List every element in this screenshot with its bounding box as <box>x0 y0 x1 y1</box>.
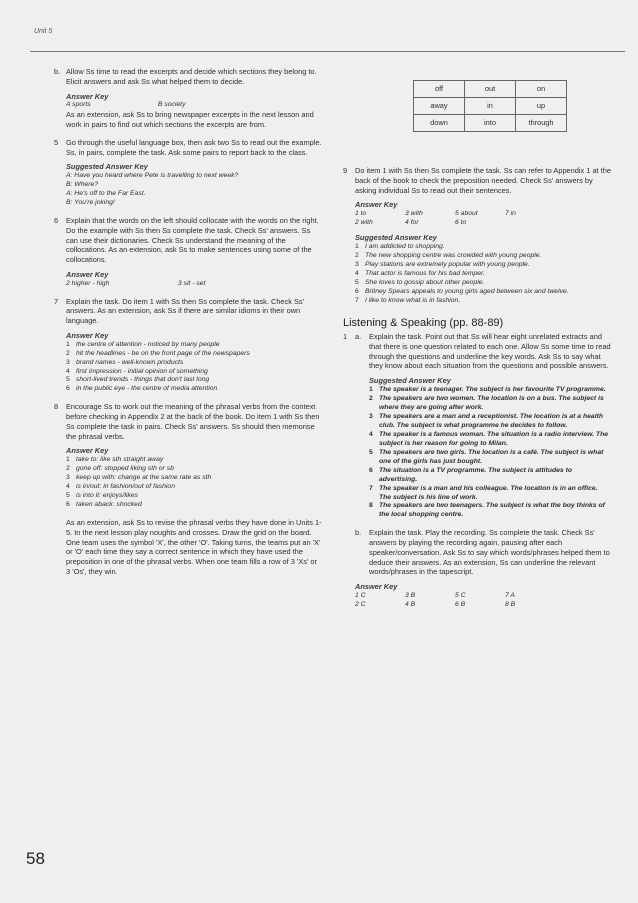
answer-block-7 <box>54 331 322 395</box>
phrasal-particle-grid <box>413 80 567 132</box>
extension-text: As an extension, ask Ss to bring newspaper excerpts in the next lesson and work in pairs to find out which sections the excerpts are from. <box>66 110 314 130</box>
item-number: 6 <box>54 215 59 225</box>
answer-line: B: You're joking! <box>66 199 115 206</box>
answer-line: 4 That actor is famous for his bad temper. <box>355 269 485 277</box>
grid-cell: off <box>414 81 465 98</box>
answer-line: 7 The speaker is a man and his colleague. The location is in an office. The subject is his line of work. <box>369 484 598 501</box>
answer-key-title: Suggested Answer Key <box>66 162 148 172</box>
left-column <box>54 67 322 577</box>
answer-line: 2 hit the headlines - be on the front page of the newspapers <box>66 349 250 357</box>
right-column <box>343 166 611 610</box>
grid-cell: on <box>516 81 567 98</box>
item-text: Allow Ss time to read the excerpts and decide which sections they belong to. Elicit answers and ask Ss what helped them to decide. <box>66 67 317 86</box>
item-text: Explain the task. Do item 1 with Ss then Ss complete the task. Check Ss' answers. As an extension, ask Ss if there are similar idioms in their own language. <box>66 296 305 326</box>
answer-line: 7 I like to know what is in fashion. <box>355 296 461 304</box>
answer-line: A: Have you heard where Pete is travelling to next week? <box>66 172 239 180</box>
grid-cell: out <box>465 81 516 98</box>
answer-key-title: Suggested Answer Key <box>369 376 451 386</box>
item-number: 1 <box>343 332 348 342</box>
answer-line: 1 I am addicted to shopping. <box>355 242 445 250</box>
answer-key-title: Answer Key <box>66 330 109 340</box>
grid-cell: in <box>465 98 516 115</box>
page-number: 58 <box>26 849 45 868</box>
item-label: b. <box>355 528 362 538</box>
item-text: Do item 1 with Ss then Ss complete the task. Ss can refer to Appendix 1 at the back of the book to check the preposition needed. Check Ss' answers by asking individual Ss to read out their sentences. <box>355 166 611 195</box>
answer-block-1b <box>343 582 611 610</box>
instruction-8 <box>54 402 322 441</box>
item-text: Explain the task. Play the recording. Ss complete the task. Check Ss' answers by playing the recording again, pausing after each speaker/conversation. Ask Ss to say which words/phrases helped them to deduce their answers. As an extension, Ss can underline the relevant words/phrases in the tapescript. <box>369 528 610 577</box>
answer-line: 2 The speakers are two women. The location is on a bus. The subject is where they are going after work. <box>369 394 604 411</box>
answer-line: 3 keep up with: change at the same rate as sth <box>66 474 212 482</box>
answer-line: A: He's off to the Far East. <box>66 190 146 198</box>
answer-key-title: Suggested Answer Key <box>355 233 437 242</box>
instruction-9 <box>343 166 611 195</box>
unit-label: Unit 5 <box>34 28 53 35</box>
answer-line: 3 brand names - well-known products <box>66 358 184 366</box>
grid-cell: down <box>414 115 465 132</box>
answer-key-title: Answer Key <box>355 582 398 592</box>
item-text: Explain that the words on the left should collocate with the words on the right. Do the example with Ss then Ss complete the task. Check Ss' answers. Ss can use their dictionaries. Check Ss understand the meaning of the collocations. As an extension, ask Ss to make sentences using some of the collocations. <box>66 215 319 265</box>
answer-key-title: Answer Key <box>66 446 109 456</box>
grid-cell: away <box>414 98 465 115</box>
grid-cell: up <box>516 98 567 115</box>
instruction-1a <box>343 332 611 371</box>
item-label: b. <box>54 67 61 76</box>
answer-line: 1 the centre of attention - noticed by many people <box>66 340 220 348</box>
answer-line: 1 The speaker is a teenager. The subject is her favourite TV programme. <box>369 385 606 393</box>
instruction-1b <box>343 528 611 577</box>
answer-key-title: Answer Key <box>66 91 109 101</box>
answer-line: 2 higher - high 3 sit - set <box>66 279 206 287</box>
instruction-5 <box>54 138 322 158</box>
answer-line: B: Where? <box>66 181 99 189</box>
answer-key-title: Answer Key <box>66 269 109 279</box>
header-rule <box>30 51 625 52</box>
answer-line: 6 in the public eye - the centre of media attention <box>66 385 218 393</box>
answer-line: 1 take to: like sth straight away <box>66 456 164 464</box>
item-number: 8 <box>54 402 59 412</box>
answer-line: 2 C 4 B 6 B 8 B <box>355 600 516 608</box>
item-text: Go through the useful language box, then ask two Ss to read out the example. Ss, in pairs, complete the task. Ask some pairs to report back to the class. <box>66 137 322 157</box>
answer-line: 5 The speakers are two girls. The location is a café. The subject is what one of the girls has just bought. <box>369 448 604 465</box>
answer-line: 2 with 4 for 6 to <box>355 219 467 227</box>
answer-line: 8 The speakers are two teenagers. The subject is what the boy thinks of the local shopping centre. <box>369 502 605 519</box>
answer-line: A sports B society <box>66 101 186 109</box>
item-text: Encourage Ss to work out the meaning of the phrasal verbs from the context before checking in Appendix 2 at the back of the book. Do item 1 with Ss then Ss complete the task in pairs. Check Ss' answers. Ss should then memorise the phrasal verbs. <box>66 402 320 441</box>
answer-block-b <box>54 92 322 130</box>
answer-line: 2 The new shopping centre was crowded with young people. <box>355 251 542 259</box>
answer-line: 4 The speaker is a famous woman. The situation is a radio interview. The subject is her reason for going to Milan. <box>369 430 609 447</box>
answer-line: 5 She loves to gossip about other people. <box>355 278 485 286</box>
item-label: a. <box>355 332 362 342</box>
answer-line: 4 first impression - initial opinion of something <box>66 367 208 375</box>
grid-cell: into <box>465 115 516 132</box>
answer-line: 1 to 3 with 5 about 7 in <box>355 210 516 218</box>
answer-line: 5 is into it: enjoys/likes <box>66 492 138 500</box>
answer-line: 6 The situation is a TV programme. The subject is attitudes to advertising. <box>369 466 572 483</box>
answer-block-8 <box>54 446 322 576</box>
answer-line: 6 taken aback: shocked <box>66 501 142 509</box>
instruction-b <box>54 67 322 87</box>
answer-key-title: Answer Key <box>355 200 398 210</box>
item-text: Explain the task. Point out that Ss will hear eight unrelated extracts and that there is one question related to each one. Allow Ss some time to read through the questions and underline the key words. Ask Ss to say what they know about each situation from the questions and possible answers. <box>369 332 611 371</box>
answer-block-5 <box>54 162 322 208</box>
answer-line: 1 C 3 B 5 C 7 A <box>355 592 515 600</box>
answer-line: 6 Britney Spears appeals to young girls aged between six and twelve. <box>355 287 569 295</box>
item-number: 9 <box>343 166 348 175</box>
answer-block-9 <box>343 200 611 305</box>
instruction-6 <box>54 216 322 265</box>
answer-line: 3 The speakers are a man and a receptionist. The location is at a health club. The subject is what programme he decides to follow. <box>369 412 603 429</box>
extension-text: As an extension, ask Ss to revise the phrasal verbs they have done in Units 1-5. In the next lesson play noughts and crosses. Draw the grid on the board. One team uses the symbol 'X', the other 'O'. Taking turns, the teams put an 'X' or 'O' each time they say a correct sentence in which they have used the preposition in one of the phrasal verbs. When one team fills a row of 3 'Xs' or 3 'Os', they win. <box>66 518 322 576</box>
answer-block-6 <box>54 270 322 289</box>
grid-cell: through <box>516 115 567 132</box>
section-heading: Listening & Speaking (pp. 88-89) <box>343 316 504 329</box>
item-number: 5 <box>54 137 59 147</box>
answer-block-1a <box>343 376 611 520</box>
instruction-7 <box>54 297 322 326</box>
item-number: 7 <box>54 296 59 306</box>
answer-line: 2 gone off: stopped liking sth or sb <box>66 465 174 473</box>
answer-line: 4 is in/out: in fashion/out of fashion <box>66 483 175 491</box>
answer-line: 5 short-lived trends - things that don't last long <box>66 376 210 384</box>
answer-line: 3 Play stations are extremely popular with young people. <box>355 260 530 268</box>
